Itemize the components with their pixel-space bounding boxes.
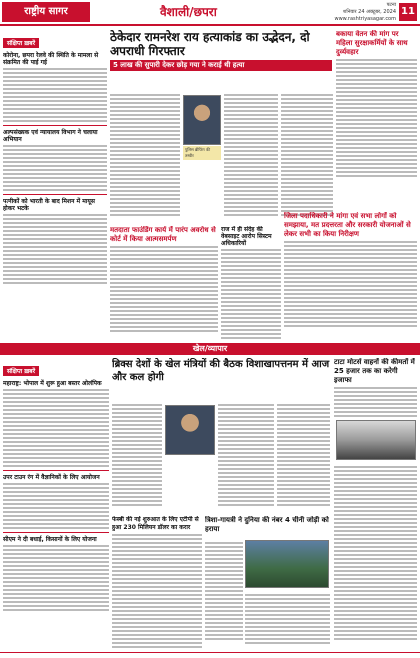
divider	[3, 532, 109, 533]
right-story	[336, 30, 417, 210]
edition-info	[335, 2, 397, 23]
lead-subhead: 5 लाख की सुपारी देकर छोड़ गया ने कराई थी हत्या	[110, 60, 332, 71]
right-story-body	[336, 59, 417, 177]
mid-left-headline: मतदाता फाउंडिंग कार्य में पारंप अवरोध से कोर्ट में किया आत्मसमर्पण	[110, 226, 216, 243]
mid-right-story	[284, 212, 417, 341]
divider	[3, 125, 107, 126]
right-headline: बकाया वेतन की मांग पर महिला सुरक्षाकर्मियों के साथ दुर्व्यवहार	[336, 30, 408, 56]
mid-center-headline: राज में ही संदेह की वेबसाइट आरोप सिस्टम अधिकारियों	[221, 226, 272, 247]
left-story-3-body	[3, 214, 107, 284]
sport-lead-photo	[165, 405, 215, 455]
sport-left-story-2-headline: उपर टाउन रंग में वैज्ञानिकों के लिए आयोजन	[3, 474, 100, 481]
sport-lead-body-col3	[277, 402, 330, 512]
sport-right-headline: टाटा मोटर्स वाहनों की कीमतों में 25 हजार तक का करेगी इजाफा	[334, 358, 415, 384]
sport-lead-body-col1	[112, 402, 162, 512]
left-story-2-headline: अल्पसंख्यक एवं न्यायालय विभाग ने चलाया अभियान	[3, 129, 98, 143]
left-story-1-body	[3, 68, 107, 122]
sport-bottom-left-story	[112, 516, 202, 650]
lead-body-col3	[281, 92, 333, 222]
sport-right-body	[334, 464, 417, 650]
sport-lead-headline: ब्रिक्स देशों के खेल मंत्रियों की बैठक विशाखापत्तनम में आज और कल होगी	[112, 359, 330, 383]
sport-lead-body-col2	[218, 402, 274, 512]
mid-center-story	[221, 226, 281, 341]
date-label: शनिवार 24 अक्टूबर, 2024	[343, 9, 396, 15]
page-number: 11	[399, 3, 417, 21]
website-label: www.rashtriyasagar.com	[334, 16, 396, 22]
car-photo	[336, 420, 416, 460]
sport-left-column	[3, 358, 109, 650]
lead-photo	[183, 95, 221, 145]
sport-bottom-left-headline: फेस्बी की नई शुरुआत के लिए एटीपी से हुआ 230 मिलियन डॉलर का करार	[112, 516, 199, 531]
lead-body-col2	[224, 92, 278, 222]
sport-bottom-right-story	[205, 516, 330, 536]
divider	[3, 470, 109, 471]
lead-photo-caption: पुलिस ब्रीफिंग की तस्वीर	[183, 146, 221, 160]
sport-left-story-1-headline: महाराष्ट्र: भोपाल में शुरू हुआ बस्तर ओलंपिक	[3, 380, 102, 387]
masthead	[0, 0, 420, 26]
left-story-1-headline: कोरोना, छपरा रेलवे की स्थिति के मामला से संक्रमित की पाई गई	[3, 52, 99, 66]
sport-left-story-3-headline: सीएम ने दी बधाई, किसानों के लिए योजना	[3, 536, 97, 543]
sport-bottom-right-body2	[245, 592, 330, 650]
brand-label: राष्ट्रीय सागर	[2, 2, 90, 22]
sport-bottom-right-body	[205, 540, 243, 650]
left-column	[3, 30, 107, 340]
badminton-photo	[245, 540, 329, 588]
lead-body-col1	[110, 92, 180, 222]
edition-label: पटना	[386, 2, 396, 8]
city-label: वैशाली/छपरा	[160, 5, 217, 19]
mid-right-headline: जिला पदाधिकारी ने मांगा एवं सभा लोगों को समझाया, मत प्रदत्तरता और सरकारी योजनाओं से लेकर सभी का किया निरीक्षण	[284, 212, 411, 238]
page-footer	[0, 652, 420, 658]
divider	[3, 194, 107, 195]
left-story-2-body	[3, 145, 107, 191]
left-story-3-headline: पत्नीकों को भारती के बाद मिशन में मायूस होकर भटके	[3, 198, 95, 212]
section-title: खेल/व्यापार	[0, 343, 420, 355]
lead-story	[110, 30, 332, 90]
mid-left-story	[110, 226, 218, 341]
sport-left-kicker: संक्षिप्त ख़बरें	[3, 366, 39, 376]
sport-lead-story	[112, 358, 330, 398]
left-kicker: संक्षिप्त ख़बरें	[3, 38, 39, 48]
sport-bottom-right-headline: त्रिशा-गायत्री ने दुनिया की नंबर 4 चीनी जोड़ी को हराया	[205, 516, 329, 533]
lead-headline: ठेकेदार रामनरेश राय हत्याकांड का उद्भेदन, दो अपराधी गिरफ्तार	[110, 30, 310, 58]
